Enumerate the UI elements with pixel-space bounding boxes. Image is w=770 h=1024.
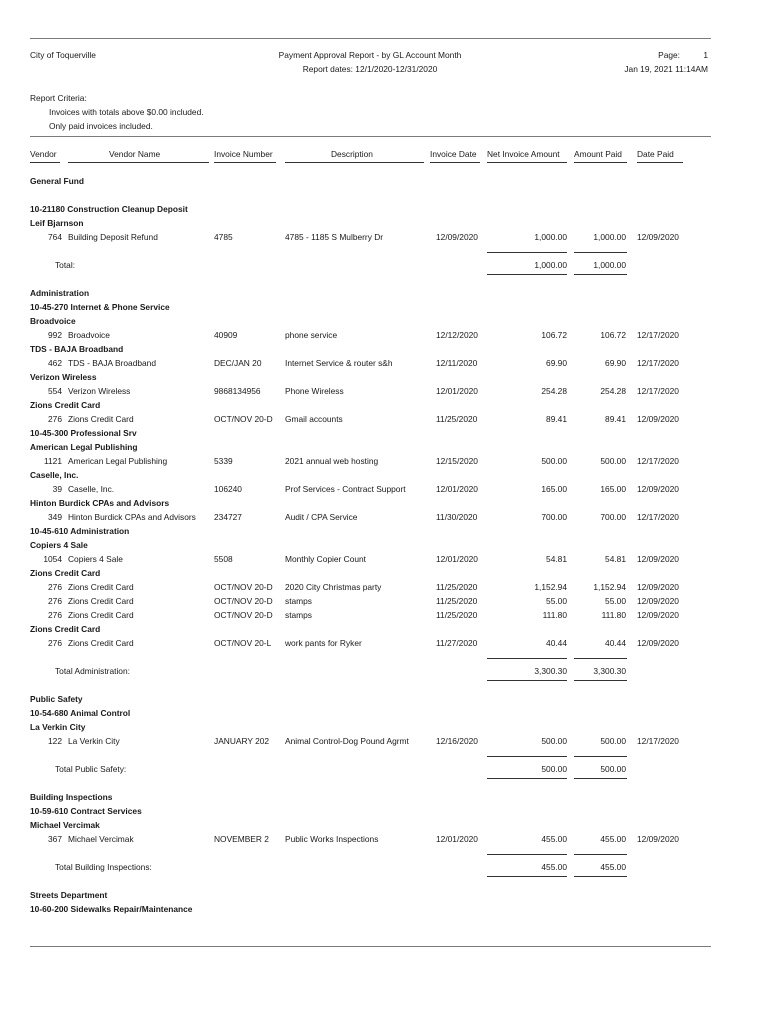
invoice-description: Gmail accounts [285, 414, 343, 424]
vendor-number: 367 [48, 834, 62, 844]
invoice-row [0, 456, 770, 468]
section-heading: Administration [30, 288, 90, 298]
vendor-number: 764 [48, 232, 62, 242]
total-net-amount: 1,000.00 [534, 260, 567, 270]
section-heading: 10-45-300 Professional Srv [30, 428, 137, 438]
invoice-row [0, 596, 770, 608]
invoice-row [0, 512, 770, 524]
date-paid: 12/09/2020 [637, 610, 679, 620]
amount-paid: 700.00 [600, 512, 626, 522]
invoice-description: 4785 - 1185 S Mulberry Dr [285, 232, 384, 242]
amount-paid: 55.00 [605, 596, 626, 606]
section-heading: Caselle, Inc. [30, 470, 79, 480]
vendor-name: Building Deposit Refund [68, 232, 158, 242]
section-heading: 10-59-610 Contract Services [30, 806, 142, 816]
date-paid: 12/17/2020 [637, 358, 679, 368]
invoice-date: 12/09/2020 [436, 232, 478, 242]
vendor-number: 276 [48, 610, 62, 620]
date-paid: 12/09/2020 [637, 484, 679, 494]
total-underline [487, 274, 567, 275]
col-header-vendor-name: Vendor Name [109, 149, 161, 159]
total-row [0, 666, 770, 678]
invoice-number: OCT/NOV 20-D [214, 596, 273, 606]
invoice-date: 12/01/2020 [436, 554, 478, 564]
total-overline [574, 756, 627, 757]
net-invoice-amount: 500.00 [541, 736, 567, 746]
vendor-name: TDS - BAJA Broadband [68, 358, 156, 368]
vendor-name: Broadvoice [68, 330, 110, 340]
invoice-date: 12/15/2020 [436, 456, 478, 466]
col-header-date-paid: Date Paid [637, 149, 674, 159]
total-net-amount: 500.00 [541, 764, 567, 774]
invoice-date: 12/01/2020 [436, 834, 478, 844]
section-heading: Verizon Wireless [30, 372, 97, 382]
invoice-description: Prof Services - Contract Support [285, 484, 406, 494]
city-name: City of Toquerville [30, 50, 96, 60]
section-heading: 10-45-610 Administration [30, 526, 130, 536]
invoice-date: 12/01/2020 [436, 484, 478, 494]
net-invoice-amount: 500.00 [541, 456, 567, 466]
invoice-date: 11/25/2020 [436, 610, 478, 620]
amount-paid: 1,152.94 [593, 582, 626, 592]
total-row [0, 764, 770, 776]
vendor-number: 1054 [43, 554, 62, 564]
net-invoice-amount: 700.00 [541, 512, 567, 522]
vendor-number: 992 [48, 330, 62, 340]
vendor-name: Hinton Burdick CPAs and Advisors [68, 512, 196, 522]
amount-paid: 500.00 [600, 456, 626, 466]
vendor-number: 462 [48, 358, 62, 368]
date-paid: 12/17/2020 [637, 512, 679, 522]
net-invoice-amount: 1,000.00 [534, 232, 567, 242]
invoice-number: OCT/NOV 20-L [214, 638, 272, 648]
vendor-name: Zions Credit Card [68, 414, 134, 424]
total-overline [487, 854, 567, 855]
section-heading: Streets Department [30, 890, 108, 900]
total-amount-paid: 455.00 [600, 862, 626, 872]
vendor-number: 122 [48, 736, 62, 746]
section-heading: General Fund [30, 176, 84, 186]
vendor-name: Copiers 4 Sale [68, 554, 123, 564]
invoice-description: work pants for Ryker [285, 638, 362, 648]
vendor-number: 349 [48, 512, 62, 522]
section-heading: Copiers 4 Sale [30, 540, 88, 550]
col-header-net-invoice-amount: Net Invoice Amount [487, 149, 560, 159]
top-rule [30, 38, 711, 39]
invoice-description: Audit / CPA Service [285, 512, 358, 522]
amount-paid: 1,000.00 [593, 232, 626, 242]
total-overline [487, 658, 567, 659]
section-heading: Leif Bjarnson [30, 218, 84, 228]
bottom-rule [30, 946, 711, 947]
net-invoice-amount: 55.00 [546, 596, 567, 606]
net-invoice-amount: 111.80 [542, 610, 567, 620]
report-title: Payment Approval Report - by GL Account Month [278, 50, 462, 60]
section-heading: Zions Credit Card [30, 568, 101, 578]
amount-paid: 69.90 [605, 358, 626, 368]
invoice-date: 11/30/2020 [436, 512, 478, 522]
total-overline [574, 252, 627, 253]
vendor-name: Michael Vercimak [68, 834, 134, 844]
date-paid: 12/09/2020 [637, 582, 679, 592]
invoice-number: DEC/JAN 20 [214, 358, 262, 368]
invoice-date: 11/25/2020 [436, 596, 478, 606]
date-paid: 12/17/2020 [637, 386, 679, 396]
invoice-description: Public Works Inspections [285, 834, 379, 844]
invoice-date: 12/12/2020 [436, 330, 478, 340]
col-header-description: Description [331, 149, 373, 159]
amount-paid: 40.44 [605, 638, 626, 648]
run-datetime: Jan 19, 2021 11:14AM [624, 64, 708, 74]
date-paid: 12/09/2020 [637, 414, 679, 424]
total-overline [574, 658, 627, 659]
total-underline [574, 274, 627, 275]
date-paid: 12/09/2020 [637, 232, 679, 242]
amount-paid: 54.81 [605, 554, 626, 564]
net-invoice-amount: 54.81 [546, 554, 567, 564]
invoice-row [0, 386, 770, 398]
total-amount-paid: 500.00 [600, 764, 626, 774]
page-number: 1 [703, 50, 708, 60]
invoice-number: OCT/NOV 20-D [214, 610, 273, 620]
page-label: Page: [658, 50, 680, 60]
date-paid: 12/09/2020 [637, 834, 679, 844]
total-underline [487, 680, 567, 681]
net-invoice-amount: 69.90 [546, 358, 567, 368]
col-header-amount-paid: Amount Paid [574, 149, 622, 159]
vendor-number: 276 [48, 596, 62, 606]
invoice-row [0, 834, 770, 846]
date-paid: 12/17/2020 [637, 330, 679, 340]
section-heading: Zions Credit Card [30, 400, 101, 410]
total-overline [574, 854, 627, 855]
date-paid: 12/17/2020 [637, 736, 679, 746]
section-heading: 10-45-270 Internet & Phone Service [30, 302, 170, 312]
section-heading: Zions Credit Card [30, 624, 101, 634]
vendor-name: La Verkin City [68, 736, 120, 746]
col-header-invoice-date: Invoice Date [430, 149, 477, 159]
section-heading: 10-60-200 Sidewalks Repair/Maintenance [30, 904, 193, 914]
total-amount-paid: 1,000.00 [593, 260, 626, 270]
vendor-number: 554 [48, 386, 62, 396]
invoice-number: 40909 [214, 330, 238, 340]
net-invoice-amount: 455.00 [541, 834, 567, 844]
invoice-description: Internet Service & router s&h [285, 358, 393, 368]
criteria-line: Only paid invoices included. [49, 121, 153, 131]
section-heading: La Verkin City [30, 722, 86, 732]
total-label: Total Administration: [55, 666, 130, 676]
amount-paid: 89.41 [605, 414, 626, 424]
section-heading: TDS - BAJA Broadband [30, 344, 124, 354]
amount-paid: 165.00 [600, 484, 626, 494]
invoice-row [0, 638, 770, 650]
invoice-number: OCT/NOV 20-D [214, 582, 273, 592]
total-overline [487, 756, 567, 757]
invoice-number: JANUARY 202 [214, 736, 270, 746]
total-label: Total: [55, 260, 76, 270]
invoice-number: 5508 [214, 554, 233, 564]
invoice-date: 11/25/2020 [436, 414, 478, 424]
invoice-number: 106240 [214, 484, 242, 494]
invoice-row [0, 358, 770, 370]
invoice-number: 234727 [214, 512, 242, 522]
invoice-description: phone service [285, 330, 338, 340]
date-paid: 12/09/2020 [637, 638, 679, 648]
invoice-date: 12/11/2020 [436, 358, 478, 368]
invoice-row [0, 582, 770, 594]
vendor-number: 39 [52, 484, 62, 494]
vendor-name: Zions Credit Card [68, 582, 134, 592]
invoice-row [0, 414, 770, 426]
section-heading: American Legal Publishing [30, 442, 138, 452]
total-amount-paid: 3,300.30 [593, 666, 626, 676]
amount-paid: 254.28 [600, 386, 626, 396]
total-underline [487, 876, 567, 877]
section-heading: 10-54-680 Animal Control [30, 708, 131, 718]
vendor-name: Verizon Wireless [68, 386, 131, 396]
net-invoice-amount: 1,152.94 [534, 582, 567, 592]
criteria-line: Invoices with totals above $0.00 included. [49, 107, 204, 117]
amount-paid: 455.00 [600, 834, 626, 844]
report-dates: Report dates: 12/1/2020-12/31/2020 [302, 64, 438, 74]
section-heading: Building Inspections [30, 792, 113, 802]
section-heading: Michael Vercimak [30, 820, 100, 830]
vendor-number: 1121 [43, 456, 62, 466]
invoice-number: 9868134956 [214, 386, 261, 396]
invoice-number: NOVEMBER 2 [214, 834, 269, 844]
vendor-number: 276 [48, 638, 62, 648]
total-net-amount: 455.00 [541, 862, 567, 872]
date-paid: 12/09/2020 [637, 596, 679, 606]
col-header-invoice-number: Invoice Number [214, 149, 273, 159]
vendor-name: Zions Credit Card [68, 638, 134, 648]
invoice-date: 12/01/2020 [436, 386, 478, 396]
invoice-row [0, 554, 770, 566]
invoice-number: 4785 [214, 232, 233, 242]
vendor-name: Zions Credit Card [68, 596, 134, 606]
invoice-row [0, 484, 770, 496]
invoice-description: 2021 annual web hosting [285, 456, 379, 466]
vendor-name: Caselle, Inc. [68, 484, 115, 494]
net-invoice-amount: 165.00 [541, 484, 567, 494]
total-underline [487, 778, 567, 779]
invoice-row [0, 610, 770, 622]
total-overline [487, 252, 567, 253]
invoice-date: 11/25/2020 [436, 582, 478, 592]
col-header-vendor: Vendor [30, 149, 57, 159]
invoice-row [0, 330, 770, 342]
invoice-date: 11/27/2020 [436, 638, 478, 648]
criteria-title: Report Criteria: [30, 93, 87, 103]
net-invoice-amount: 254.28 [541, 386, 567, 396]
invoice-description: stamps [285, 610, 312, 620]
invoice-number: OCT/NOV 20-D [214, 414, 273, 424]
criteria-rule [30, 136, 711, 137]
total-underline [574, 680, 627, 681]
amount-paid: 111.80 [601, 610, 626, 620]
invoice-description: stamps [285, 596, 312, 606]
invoice-description: Animal Control-Dog Pound Agrmt [285, 736, 409, 746]
invoice-row [0, 736, 770, 748]
amount-paid: 500.00 [600, 736, 626, 746]
date-paid: 12/09/2020 [637, 554, 679, 564]
total-label: Total Building Inspections: [55, 862, 152, 872]
net-invoice-amount: 89.41 [546, 414, 567, 424]
section-heading: Public Safety [30, 694, 83, 704]
invoice-date: 12/16/2020 [436, 736, 478, 746]
invoice-description: Phone Wireless [285, 386, 344, 396]
total-underline [574, 876, 627, 877]
total-net-amount: 3,300.30 [534, 666, 567, 676]
vendor-number: 276 [48, 582, 62, 592]
invoice-description: 2020 City Christmas party [285, 582, 382, 592]
invoice-description: Monthly Copier Count [285, 554, 366, 564]
section-heading: Hinton Burdick CPAs and Advisors [30, 498, 170, 508]
total-label: Total Public Safety: [55, 764, 127, 774]
total-row [0, 862, 770, 874]
vendor-number: 276 [48, 414, 62, 424]
invoice-number: 5339 [214, 456, 233, 466]
amount-paid: 106.72 [600, 330, 626, 340]
section-heading: 10-21180 Construction Cleanup Deposit [30, 204, 188, 214]
vendor-name: American Legal Publishing [68, 456, 168, 466]
section-heading: Broadvoice [30, 316, 76, 326]
total-row [0, 260, 770, 272]
net-invoice-amount: 40.44 [546, 638, 567, 648]
date-paid: 12/17/2020 [637, 456, 679, 466]
net-invoice-amount: 106.72 [541, 330, 567, 340]
invoice-row [0, 232, 770, 244]
total-underline [574, 778, 627, 779]
vendor-name: Zions Credit Card [68, 610, 134, 620]
